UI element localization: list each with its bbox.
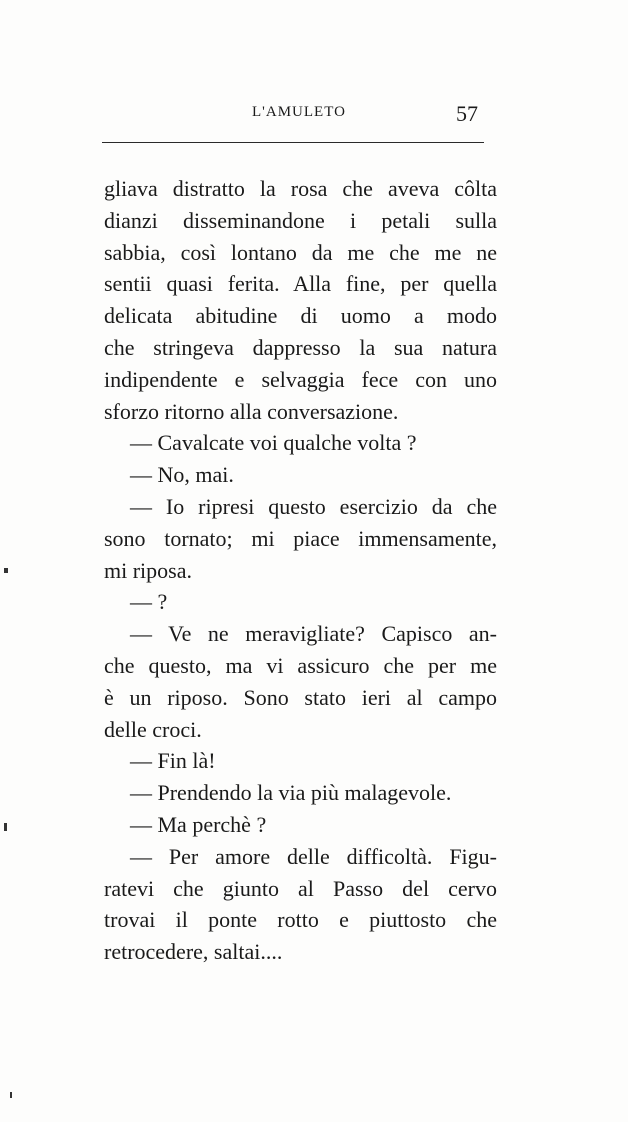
text-line: dianzi disseminandone i petali sulla (104, 207, 497, 233)
dialogue-line: — Prendendo la via più malagevole. (130, 780, 452, 806)
text-line: delicata abitudine di uomo a modo (104, 303, 497, 329)
text-line: retrocedere, saltai.... (104, 939, 283, 965)
text-line: gliava distratto la rosa che aveva côlta (104, 176, 497, 201)
text-line: che questo, ma vi assicuro che per me (104, 652, 497, 678)
scan-mark (4, 568, 8, 573)
text-line: mi riposa. (104, 557, 192, 583)
running-title: L'AMULETO (252, 104, 346, 120)
dialogue-line: — Fin là! (130, 748, 216, 774)
dialogue-line: — Io ripresi questo esercizio da che (130, 493, 497, 519)
text-line: delle croci. (104, 716, 202, 742)
scan-mark (4, 823, 7, 831)
dialogue-line: — Per amore delle difficoltà. Figu- (130, 843, 497, 869)
body-text (104, 173, 497, 968)
dialogue-line: — ? (130, 589, 168, 615)
scan-mark (10, 1092, 12, 1098)
header-rule (102, 142, 484, 143)
page-number: 57 (456, 101, 478, 126)
dialogue-line: — No, mai. (130, 462, 234, 488)
text-line: sforzo ritorno alla conversazione. (104, 398, 399, 424)
dialogue-line: — Ma perchè ? (130, 811, 267, 837)
text-line: è un riposo. Sono stato ieri al campo (104, 684, 497, 710)
text-line: indipendente e selvaggia fece con uno (104, 366, 497, 392)
dialogue-line: — Cavalcate voi qualche volta ? (130, 430, 417, 456)
text-line: sentii quasi ferita. Alla fine, per quella (104, 271, 497, 297)
dialogue-line: — Ve ne meravigliate? Capisco an- (130, 621, 497, 647)
text-line: sabbia, così lontano da me che me ne (104, 239, 497, 265)
text-line: ratevi che giunto al Passo del cervo (104, 875, 497, 901)
text-line: sono tornato; mi piace immensamente, (104, 525, 497, 551)
text-line: che stringeva dappresso la sua natura (104, 334, 497, 360)
text-line: trovai il ponte rotto e piuttosto che (104, 907, 497, 933)
